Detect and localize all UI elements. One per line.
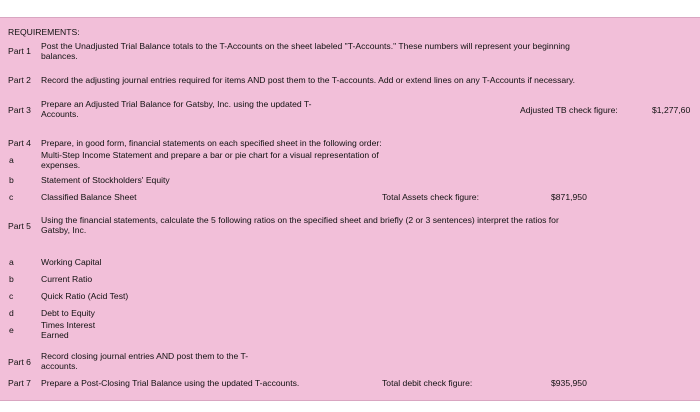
adjusted-tb-check-label: Adjusted TB check figure: [520,105,618,115]
part5-item-letter: c [9,291,14,301]
total-debit-check-label: Total debit check figure: [382,378,473,388]
part5-text-line1: Using the financial statements, calculate the 5 following ratios on the specified sheet and briefly (2 or 3 sentences) interpret the ratios for [41,215,559,225]
part7-text: Prepare a Post-Closing Trial Balance using the updated T-accounts. [41,378,300,388]
adjusted-tb-check-value: $1,277,60 [652,105,691,115]
requirements-sheet [0,17,700,401]
part6-text-line2: accounts. [41,361,78,371]
part4-item-letter: c [9,192,14,202]
total-assets-check-label: Total Assets check figure: [382,192,479,202]
part3-label: Part 3 [8,105,31,115]
part4-item-text-line1: Multi-Step Income Statement and prepare a bar or pie chart for a visual representation of [41,150,379,160]
requirements-heading: REQUIREMENTS: [8,27,80,37]
part5-item-text-line1: Working Capital [41,257,102,267]
part5-item-text-line1: Current Ratio [41,274,93,284]
part3-text-line2: Accounts. [41,109,79,119]
part5-item-letter: b [9,274,14,284]
part5-item-text-line1: Quick Ratio (Acid Test) [41,291,129,301]
part3-text-line1: Prepare an Adjusted Trial Balance for Gatsby, Inc. using the updated T- [41,99,312,109]
part4-item-text-line1: Statement of Stockholders' Equity [41,175,170,185]
part4-label: Part 4 [8,138,31,148]
part2-text: Record the adjusting journal entries required for items AND post them to the T-accounts. Add or extend lines on any T-Accounts if necessary. [41,75,576,85]
part4-item-letter: a [9,155,14,165]
part6-label: Part 6 [8,357,31,367]
part2-label: Part 2 [8,75,31,85]
part5-item-text-line1: Times Interest [41,320,96,330]
part5-item-letter: d [9,308,14,318]
part6-text-line1: Record closing journal entries AND post them to the T- [41,351,249,361]
part1-label: Part 1 [8,46,31,56]
part7-label: Part 7 [8,378,31,388]
part1-text-line1: Post the Unadjusted Trial Balance totals to the T-Accounts on the sheet labeled "T-Accounts." These numbers will represent your beginning [41,41,570,51]
total-assets-check-value: $871,950 [551,192,587,202]
part5-item-letter: e [9,325,14,335]
part5-item-letter: a [9,257,14,267]
part5-text-line2: Gatsby, Inc. [41,225,87,235]
total-debit-check-value: $935,950 [551,378,587,388]
part5-label: Part 5 [8,221,31,231]
part5-item-text-line2: Earned [41,330,69,340]
part4-text: Prepare, in good form, financial statements on each specified sheet in the following order: [41,138,382,148]
part4-item-letter: b [9,175,14,185]
part4-item-text-line1: Classified Balance Sheet [41,192,137,202]
part1-text-line2: balances. [41,51,78,61]
part4-item-text-line2: expenses. [41,160,81,170]
part5-item-text-line1: Debt to Equity [41,308,95,318]
